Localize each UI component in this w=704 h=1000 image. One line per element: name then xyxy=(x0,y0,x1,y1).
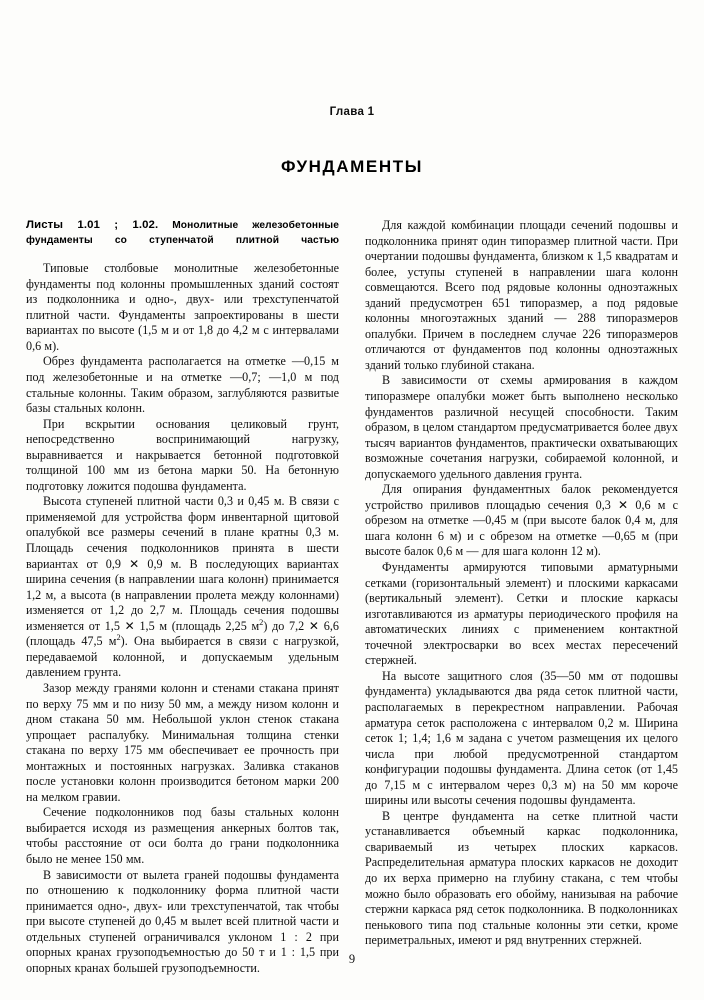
page-number: 9 xyxy=(348,952,356,966)
paragraph: Типовые столбовые монолитные железобетонные фундаменты под колонны промышленных зданий состоят из подколонника и одно-, двух- или трехступенчатой плитной части. Фундаменты запроектированы в шести вариантах по высоте (1,5 м и от 1,8 до 4,2 м с интервалами 0,6 м). xyxy=(26,261,339,353)
paragraph: В центре фундамента на сетке плитной части устанавливается объемный каркас подколонника, свариваемый из четырех плоских каркасов. Распределительная арматура плоских каркасов не доходит до их верха примерно на глубину стакана, с тем чтобы можно было образовать его обойму, нанизывая на рабочие стержни каркаса ряд сеток подколонника. В подколонниках пенькового типа под стальные колонны эти сетки, кроме периметральных, имеют и ряд внутренних стержней. xyxy=(365,808,678,948)
paragraph: На высоте защитного слоя (35—50 мм от подошвы фундамента) укладываются два ряда сеток плитной части, располагаемых в перекрестном направлении. Рабочая арматура сеток расположена с интервалом 0,2 м. Ширина сеток 1; 1,4; 1,6 м задана с учетом размещения их целого числа при любой предусмотренной стандартом конфигурации подошвы фундамента. Длина сеток (от 1,45 до 7,15 м с интервалом через 0,3 м) на 50 мм короче ширины или высоты сечения подошвы фундамента. xyxy=(365,668,678,808)
paragraph: В зависимости от схемы армирования в каждом типоразмере опалубки может быть выполнено несколько фундаментов различной несущей способности. Таким образом, в целом стандартом предусматривается более двух тысяч вариантов фундаментов, практически охватывающих возможные сочетания нагрузки, собираемой колонной, и допускаемого удельного давления грунта. xyxy=(365,373,678,481)
paragraph: Для опирания фундаментных балок рекомендуется устройство приливов площадью сечения 0,3 ✕ 0,6 м с обрезом на отметке —0,45 м (при высоте балок 0,4 м, для шага колонн 6 м) и с обрезом на отметке —0,65 м (при высоте балок 0,6 м — для шага колонн 12 м). xyxy=(365,482,678,559)
paragraph: Зазор между гранями колонн и стенами стакана принят по верху 75 мм и по низу 50 мм, а между низом колонн и дном стакана 50 мм. Небольшой уклон стенок стакана упрощает распалубку. Минимальная толщина стенки стакана по верху 175 мм обеспечивает ее прочность при монтажных и постоянных нагрузках. Заливка стаканов после установки колонн производится бетоном марки 200 на мелком гравии. xyxy=(26,680,339,804)
paragraph: Фундаменты армируются типовыми арматурными сетками (горизонтальный элемент) и плоскими каркасами (вертикальный элемент). Сетки и плоские каркасы изготавливаются из арматуры периодического профиля на автоматических линиях с применением контактной точечной электросварки во всех местах пересечений стержней. xyxy=(365,560,678,668)
right-column xyxy=(365,218,678,948)
left-column xyxy=(26,218,339,975)
paragraph: Сечение подколонников под базы стальных колонн выбирается исходя из размещения анкерных болтов так, чтобы расстояние от оси болта до грани подколонника было не менее 150 мм. xyxy=(26,805,339,866)
chapter-label: Глава 1 xyxy=(329,106,375,118)
sheet-heading-lead: Листы 1.01 ; 1.02. xyxy=(26,219,159,231)
body-columns xyxy=(26,218,678,975)
paragraph: В зависимости от вылета граней подошвы фундамента по отношению к подколоннику форма плитной части принимается одно-, двух- или трехступенчатой, так чтобы при высоте ступеней до 0,45 м вылет всей плитной части и отдельных ступеней ограничивался уклоном 1 : 2 при опорных кранах грузоподъемностью до 50 т и 1 : 1,5 при опорных кранах большей грузоподъемности. xyxy=(26,867,339,975)
sheet-heading-rest: Монолитные железобетонные фундаменты со ступенчатой плитной частью xyxy=(26,220,339,246)
paragraph: При вскрытии основания целиковый грунт, непосредственно воспринимающий нагрузку, выравнивается и накрывается бетонной подготовкой толщиной 100 мм из бетона марки 50. На бетонную подготовку ложится подошва фундамента. xyxy=(26,416,339,493)
paragraph: Для каждой комбинации площади сечений подошвы и подколонника принят один типоразмер плитной части. При очертании подошвы фундамента, близком к 1,5 квадратам и более, уступы ступеней в направлении шага колонн совмещаются. Всего под рядовые колонны одноэтажных зданий предусмотрен 651 типоразмер, а под рядовые колонны многоэтажных зданий — 288 типоразмеров опалубки. Причем в последнем случае 226 типоразмеров отличаются от фундаментов под колонны одноэтажных зданий только глубиной стакана. xyxy=(365,218,678,372)
paragraph: Обрез фундамента располагается на отметке —0,15 м под железобетонные и на отметке —0,7; —1,0 м под стальные колонны. Таким образом, заглубляются развитые базы стальных колонн. xyxy=(26,354,339,416)
paragraph: Высота ступеней плитной части 0,3 и 0,45 м. В связи с применяемой для устройства форм инвентарной щитовой опалубкой все размеры сечений в плане кратны 0,3 м. Площадь сечения подколонников принята в шести вариантах от 0,9 ✕ 0,9 м. В последующих вариантах ширина сечения (в направлении шага колонн) принимается 1,2 м, а высота (в направлении пролета между колоннами) изменяется от 1,2 до 2,7 м. Площадь сечения подошвы изменяется от 1,5 ✕ 1,5 м (площадь 2,25 $м^2$) до 7,2 ✕ 6,6 (площадь 47,5 $м^2$). Она выбирается в связи с нагрузкой, передаваемой колонной, и допускаемым удельным давлением грунта. xyxy=(26,494,339,680)
sheet-heading xyxy=(26,218,339,248)
page-title: ФУНДАМЕНТЫ xyxy=(281,157,423,177)
